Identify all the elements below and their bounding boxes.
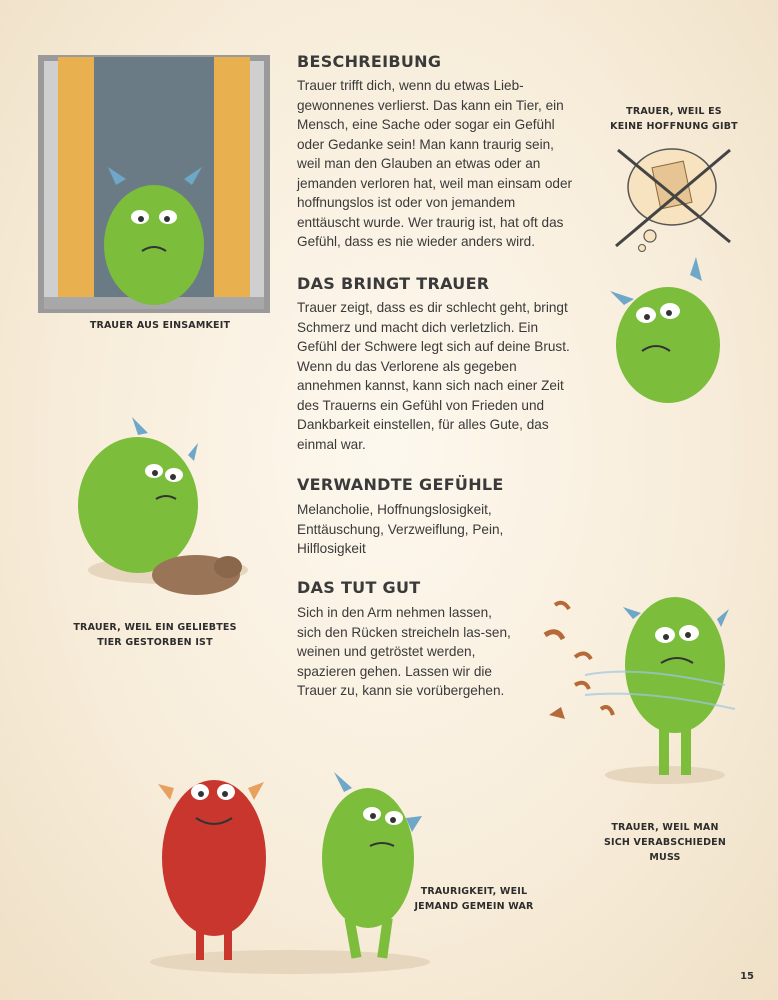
no-hope-illustration (606, 142, 736, 252)
section-body-verwandte-gefuehle: Melancholie, Hoffnungslosigkeit, Enttäuschung, Verzweiflung, Pein, Hilflosigkeit (297, 502, 504, 556)
section-body-beschreibung: Trauer trifft dich, wenn du etwas Lieb-gewonnenes verlierst. Das kann ein Tier, ein Mensch, eine Sache oder sogar ein Gefühl oder Gedanke sein! Man kann traurig sein, weil man den Glauben an etwas oder an jemanden verloren hat, weil man einsam oder hoffnungslos ist oder von jemandem enttäuscht wurde. Wer traurig ist, hat oft das Gefühl, dass es nie wieder anders wird. (297, 78, 573, 249)
caption-window: TRAUER AUS EINSAMKEIT (89, 320, 231, 331)
caption-no-hope: TRAUER, WEIL ES KEINE HOFFNUNG GIBT (610, 106, 738, 132)
wind-monster-illustration (525, 585, 755, 790)
section-body-das-bringt-trauer: Trauer zeigt, dass es dir schlecht geht, bringt Schmerz und macht dich verletzlich. Ein Gefühl der Schwere legt sich auf deine Brust. Wenn du das Verlorene als gegeben annehmen kannst, kann sich nach einer Zeit des Trauerns ein Gefühl von Frieden und Dankbarkeit einstellen, für alles Gute, das einmal war. (297, 300, 570, 452)
section-heading-das-bringt-trauer: DAS BRINGT TRAUER (297, 274, 490, 293)
pet-monster-illustration (58, 415, 248, 610)
section-heading-das-tut-gut: DAS TUT GUT (297, 578, 421, 597)
caption-wind: TRAUER, WEIL MAN SICH VERABSCHIEDEN MUSS (603, 822, 727, 863)
window-illustration (38, 55, 270, 313)
section-body-das-tut-gut: Sich in den Arm nehmen lassen, sich den Rücken streicheln las-sen, weinen und getröstet werden, spazieren gehen. Lassen wir die Trauer zu, kann sie vorübergehen. (297, 605, 511, 698)
red-and-green-monsters-illustration (140, 748, 440, 980)
caption-pet: TRAUER, WEIL EIN GELIEBTES TIER GESTORBEN IST (73, 622, 237, 648)
caption-mean: TRAURIGKEIT, WEIL JEMAND GEMEIN WAR (414, 886, 534, 912)
sad-monster-right-illustration (598, 255, 738, 403)
page-number: 15 (740, 971, 754, 982)
section-heading-beschreibung: BESCHREIBUNG (297, 52, 442, 71)
section-heading-verwandte-gefuehle: VERWANDTE GEFÜHLE (297, 475, 504, 494)
